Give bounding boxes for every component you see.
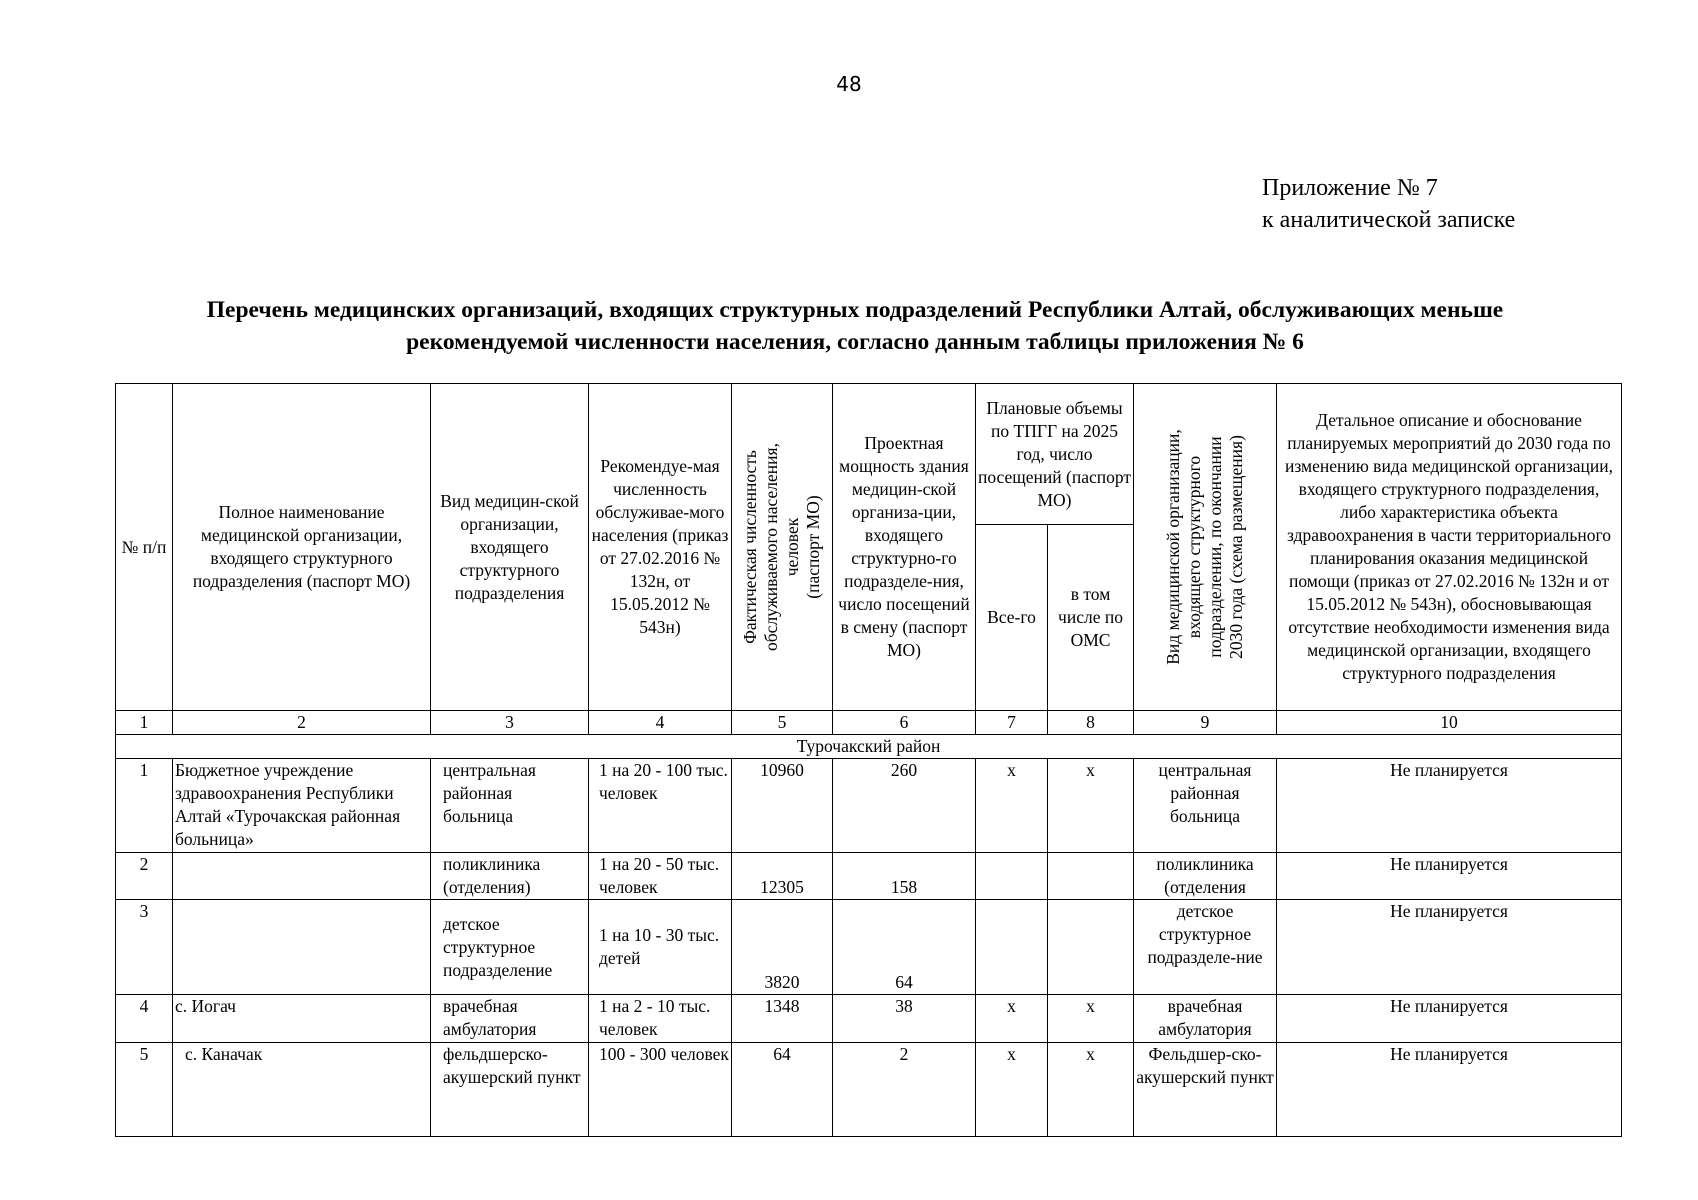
planned-oms: х (1048, 1043, 1134, 1137)
actual-population: 64 (732, 1043, 833, 1137)
column-number: 1 (116, 711, 173, 735)
actual-population: 3820 (732, 900, 833, 995)
header-actual-population (732, 384, 833, 711)
design-capacity: 2 (833, 1043, 976, 1137)
header-actual-population-line-1: Фактическая численность (740, 450, 760, 644)
actual-population: 12305 (732, 853, 833, 900)
planned-total: х (976, 995, 1048, 1043)
table-row (116, 995, 1622, 1043)
header-planned-volumes: Плановые объемы по ТПГГ на 2025 год, число посещений (паспорт МО) (976, 384, 1134, 525)
description: Не планируется (1277, 995, 1622, 1043)
organizations-table (115, 383, 1622, 1137)
column-number-row (116, 711, 1622, 735)
column-number: 5 (732, 711, 833, 735)
type-2030: врачебная амбулатория (1134, 995, 1277, 1043)
planned-total (976, 900, 1048, 995)
org-type: врачебная амбулатория (431, 995, 589, 1043)
design-capacity: 260 (833, 759, 976, 853)
appendix-line-1: Приложение № 7 (1262, 175, 1438, 201)
header-type-2030-line-3: подразделении, по окончании (1205, 436, 1226, 658)
header-total: Все-го (976, 525, 1048, 711)
column-number: 7 (976, 711, 1048, 735)
header-type-2030 (1134, 384, 1277, 711)
header-type-2030-line-4: 2030 года (схема размещения) (1226, 435, 1247, 659)
title-line-1: Перечень медицинских организаций, входящих структурных подразделений Республики Алтай, обслуживающих меньше (206, 297, 1504, 323)
recommended-population: 1 на 10 - 30 тыс. детей (589, 900, 732, 995)
type-2030: детское структурное подразделе-ние (1134, 900, 1277, 995)
title-line-2: рекомендуемой численности населения, согласно данным таблицы приложения № 6 (406, 329, 1304, 355)
column-number: 9 (1134, 711, 1277, 735)
org-name: с. Иогач (173, 995, 431, 1043)
planned-oms: х (1048, 995, 1134, 1043)
recommended-population: 100 - 300 человек (589, 1043, 732, 1137)
org-name (173, 900, 431, 995)
recommended-population: 1 на 20 - 50 тыс. человек (589, 853, 732, 900)
page-number: 48 (836, 72, 862, 96)
row-number: 4 (116, 995, 173, 1043)
header-full-name: Полное наименование медицинской организации, входящего структурного подразделения (паспорт МО) (173, 384, 431, 711)
table-row (116, 1043, 1622, 1137)
table-row (116, 853, 1622, 900)
column-number: 4 (589, 711, 732, 735)
recommended-population: 1 на 2 - 10 тыс. человек (589, 995, 732, 1043)
column-number: 6 (833, 711, 976, 735)
appendix-line-2: к аналитической записке (1262, 207, 1516, 233)
header-type-2030-line-1: Вид медицинской организации, (1163, 429, 1184, 665)
column-number: 2 (173, 711, 431, 735)
table-row (116, 759, 1622, 853)
recommended-population: 1 на 20 - 100 тыс. человек (589, 759, 732, 853)
planned-total: х (976, 1043, 1048, 1137)
row-number: 3 (116, 900, 173, 995)
column-number: 8 (1048, 711, 1134, 735)
org-name (173, 853, 431, 900)
appendix-note (1262, 172, 1515, 236)
header-description: Детальное описание и обоснование планируемых мероприятий до 2030 года по изменению вида медицинской организации, входящего структурного подразделения, либо характеристика объекта здравоохранения в части территориального планирования оказания медицинской помощи (приказ от 27.02.2016 № 132н и от 15.05.2012 № 543н), обосновывающая отсутствие необходимости изменения вида медицинской организации, входящего структурного подразделения (1277, 384, 1622, 711)
design-capacity: 158 (833, 853, 976, 900)
design-capacity: 38 (833, 995, 976, 1043)
column-number: 3 (431, 711, 589, 735)
header-recommended-population: Рекомендуе-мая численность обслуживае-мого населения (приказ от 27.02.2016 № 132н, от 15.05.2012 № 543н) (589, 384, 732, 711)
description: Не планируется (1277, 900, 1622, 995)
org-type: фельдшерско-акушерский пункт (431, 1043, 589, 1137)
table-row (116, 900, 1622, 995)
header-actual-population-line-2: обслуживаемого населения, (761, 443, 781, 651)
planned-oms: х (1048, 759, 1134, 853)
row-number: 2 (116, 853, 173, 900)
type-2030: центральная районная больница (1134, 759, 1277, 853)
column-number: 10 (1277, 711, 1622, 735)
planned-oms (1048, 853, 1134, 900)
header-actual-population-line-4: (паспорт МО) (803, 495, 823, 599)
header-org-type: Вид медицин-ской организации, входящего структурного подразделения (431, 384, 589, 711)
description: Не планируется (1277, 1043, 1622, 1137)
type-2030: Фельдшер-ско-акушерский пункт (1134, 1043, 1277, 1137)
header-oms: в том числе по ОМС (1048, 525, 1134, 711)
header-actual-population-line-3: человек (782, 517, 802, 577)
row-number: 5 (116, 1043, 173, 1137)
description: Не планируется (1277, 853, 1622, 900)
org-name: Бюджетное учреждение здравоохранения Республики Алтай «Турочакская районная больница» (173, 759, 431, 853)
actual-population: 10960 (732, 759, 833, 853)
header-number: № п/п (116, 384, 173, 711)
district-row (116, 735, 1622, 759)
header-design-capacity: Проектная мощность здания медицин-ской организа-ции, входящего структурно-го подразделе-ния, число посещений в смену (паспорт МО) (833, 384, 976, 711)
type-2030: поликлиника (отделения (1134, 853, 1277, 900)
org-type: поликлиника (отделения) (431, 853, 589, 900)
district-name: Турочакский район (116, 735, 1622, 759)
org-name: с. Каначак (173, 1043, 431, 1137)
org-type: детское структурное подразделение (431, 900, 589, 995)
row-number: 1 (116, 759, 173, 853)
actual-population: 1348 (732, 995, 833, 1043)
description: Не планируется (1277, 759, 1622, 853)
header-type-2030-line-2: входящего структурного (1184, 455, 1205, 639)
design-capacity: 64 (833, 900, 976, 995)
document-title (115, 294, 1595, 358)
planned-total (976, 853, 1048, 900)
planned-oms (1048, 900, 1134, 995)
planned-total: х (976, 759, 1048, 853)
org-type: центральная районная больница (431, 759, 589, 853)
